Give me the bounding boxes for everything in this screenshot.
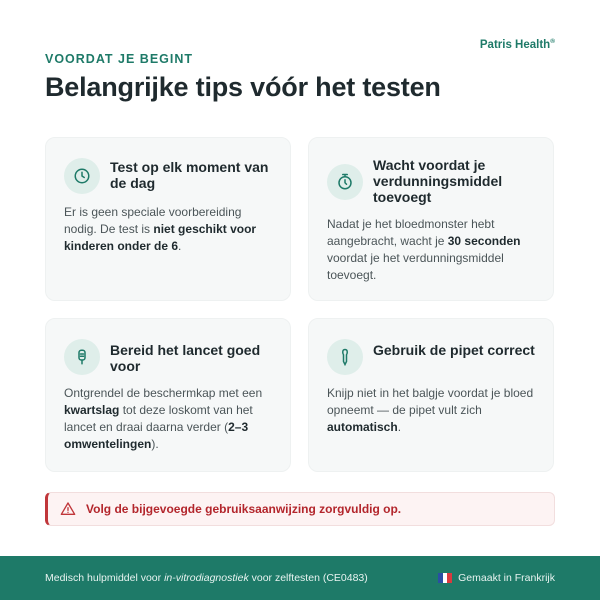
tip-card-body: Nadat je het bloedmonster hebt aangebracht, wacht je 30 seconden voordat je het verdunningsmiddel toevoegt. — [327, 217, 521, 282]
clock-icon — [64, 158, 100, 194]
tip-card-title: Wacht voordat je verdunningsmiddel toevoegt — [373, 157, 503, 205]
tip-card-title: Test op elk moment van de dag — [110, 159, 269, 191]
footer-bar — [0, 556, 600, 600]
made-in-text: Gemaakt in Frankrijk — [458, 572, 555, 584]
brand-mark: ® — [550, 38, 555, 45]
stopwatch-icon — [327, 164, 363, 200]
tip-card-lancet — [45, 318, 291, 472]
tip-card-any-time — [45, 137, 291, 301]
france-flag-icon — [438, 573, 452, 583]
pipette-icon — [327, 339, 363, 375]
footer-regulatory-text: Medisch hulpmiddel voor in-vitrodiagnostiek voor zelftesten (CE0483) — [45, 572, 368, 584]
eyebrow-label: VOORDAT JE BEGINT — [45, 52, 194, 66]
made-in-label — [438, 572, 555, 584]
brand-name: Patris Health — [479, 38, 551, 51]
lancet-icon — [64, 339, 100, 375]
page-title: Belangrijke tips vóór het testen — [45, 72, 441, 102]
tip-card-title: Bereid het lancet goed voor — [110, 342, 261, 374]
warning-banner — [45, 492, 555, 526]
tip-card-body: Ontgrendel de beschermkap met een kwartslag tot deze loskomt van het lancet en draai daarna verder (2–3 omwentelingen). — [64, 386, 263, 451]
tip-card-body: Knijp niet in het balgje voordat je bloed opneemt — de pipet vult zich automatisch. — [327, 386, 534, 434]
warning-text: Volg de bijgevoegde gebruiksaanwijzing zorgvuldig op. — [86, 502, 402, 516]
brand-logo — [480, 38, 555, 51]
tip-card-pipette — [308, 318, 554, 472]
tip-card-body: Er is geen speciale voorbereiding nodig. De test is niet geschikt voor kinderen onder de 6. — [64, 205, 257, 253]
tip-card-title: Gebruik de pipet correct — [373, 342, 535, 358]
tip-card-wait-diluent — [308, 137, 554, 301]
warning-triangle-icon — [60, 501, 76, 517]
